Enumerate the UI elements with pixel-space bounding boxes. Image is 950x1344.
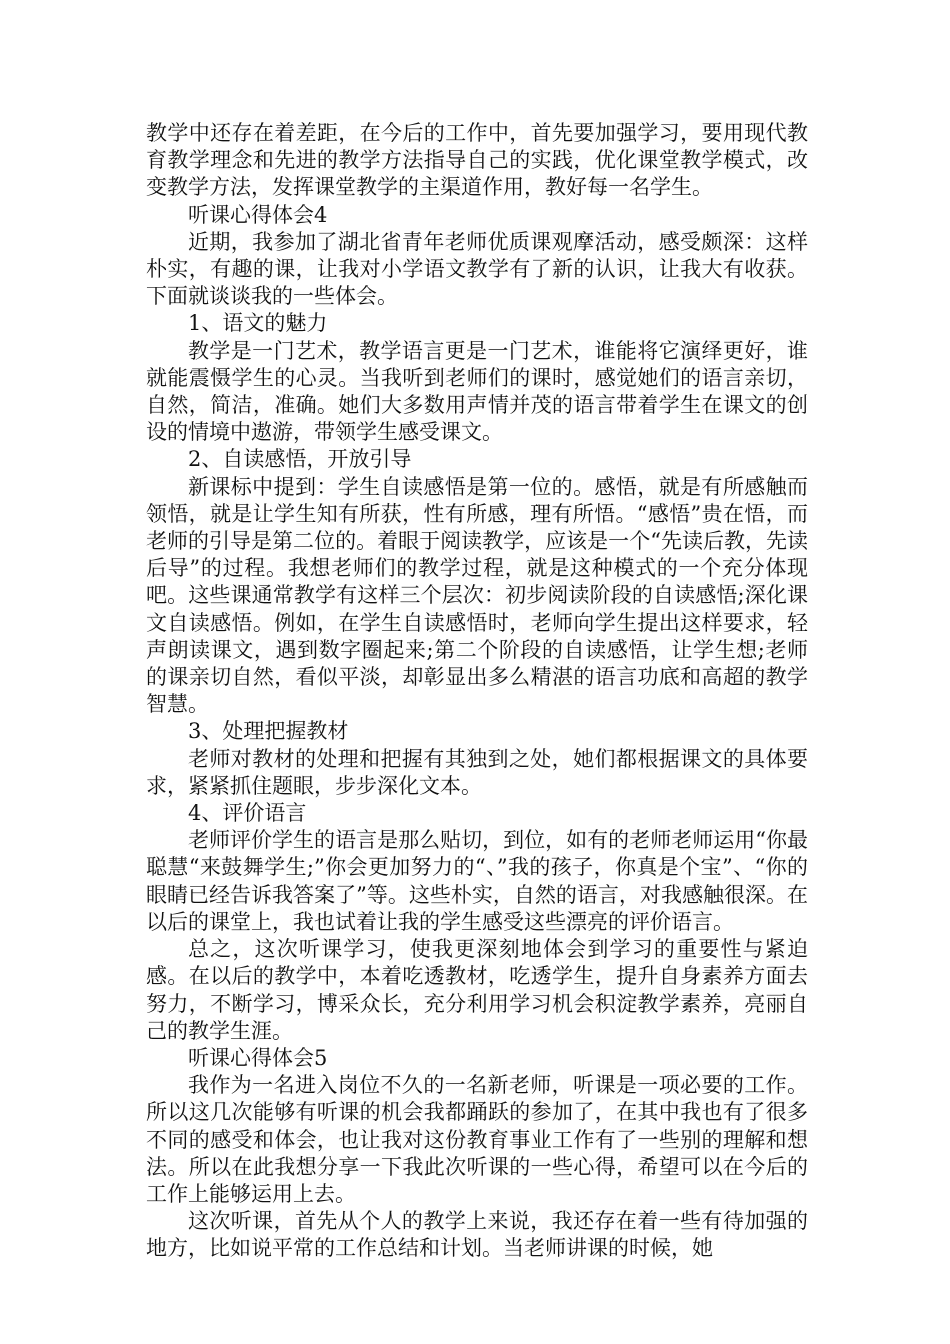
section-heading-4: 听课心得体会4	[188, 202, 328, 227]
subheading-3: 3、处理把握教材	[188, 719, 349, 744]
paragraph: 教学是一门艺术，教学语言更是一门艺术，谁能将它演绎更好，谁就能震慑学生的心灵。当我听到老师们的课时，感觉她们的语言亲切，自然，简洁，准确。她们大多数用声情并茂的语言带着学生在课文的创设的情境中遨游，带领学生感受课文。	[146, 338, 808, 445]
section-heading-5: 听课心得体会5	[188, 1045, 328, 1070]
subheading-2: 2、自读感悟，开放引导	[188, 447, 412, 472]
paragraph: 近期，我参加了湖北省青年老师优质课观摩活动，感受颇深：这样朴实，有趣的课，让我对小学语文教学有了新的认识，让我大有收获。下面就谈谈我的一些体会。	[146, 229, 808, 309]
document-body	[146, 120, 808, 1263]
subheading-4: 4、评价语言	[188, 801, 307, 826]
subheading-1: 1、语文的魅力	[188, 311, 328, 336]
paragraph: 新课标中提到：学生自读感悟是第一位的。感悟，就是有所感触而领悟，就是让学生知有所获，性有所感，理有所悟。“感悟”贵在悟，而老师的引导是第二位的。着眼于阅读教学，应该是一个“先读后教，先读后导”的过程。我想老师们的教学过程，就是这种模式的一个充分体现吧。这些课通常教学有这样三个层次：初步阅读阶段的自读感悟;深化课文自读感悟。例如，在学生自读感悟时，老师向学生提出这样要求，轻声朗读课文，遇到数字圈起来;第二个阶段的自读感悟，让学生想;老师的课亲切自然，看似平淡，却彰显出多么精湛的语言功底和高超的教学智慧。	[146, 474, 808, 717]
paragraph: 总之，这次听课学习，使我更深刻地体会到学习的重要性与紧迫感。在以后的教学中，本着吃透教材，吃透学生，提升自身素养方面去努力，不断学习，博采众长，充分利用学习机会积淀教学素养，亮丽自己的教学生涯。	[146, 937, 808, 1043]
paragraph: 这次听课，首先从个人的教学上来说，我还存在着一些有待加强的地方，比如说平常的工作总结和计划。当老师讲课的时候，她	[146, 1209, 808, 1261]
paragraph: 老师对教材的处理和把握有其独到之处，她们都根据课文的具体要求，紧紧抓住题眼，步步深化文本。	[146, 746, 808, 798]
paragraph: 我作为一名进入岗位不久的一名新老师，听课是一项必要的工作。所以这几次能够有听课的机会我都踊跃的参加了，在其中我也有了很多不同的感受和体会，也让我对这份教育事业工作有了一些别的理解和想法。所以在此我想分享一下我此次听课的一些心得，希望可以在今后的工作上能够运用上去。	[146, 1073, 808, 1206]
paragraph: 老师评价学生的语言是那么贴切，到位，如有的老师老师运用“你最聪慧“来鼓舞学生;”你会更加努力的“、”我的孩子，你真是个宝”、“你的眼睛已经告诉我答案了”等。这些朴实，自然的语言，对我感触很深。在以后的课堂上，我也试着让我的学生感受这些漂亮的评价语言。	[146, 828, 808, 934]
paragraph-continued: 教学中还存在着差距，在今后的工作中，首先要加强学习，要用现代教育教学理念和先进的教学方法指导自己的实践，优化课堂教学模式，改变教学方法，发挥课堂教学的主渠道作用，教好每一名学生。	[146, 121, 808, 200]
